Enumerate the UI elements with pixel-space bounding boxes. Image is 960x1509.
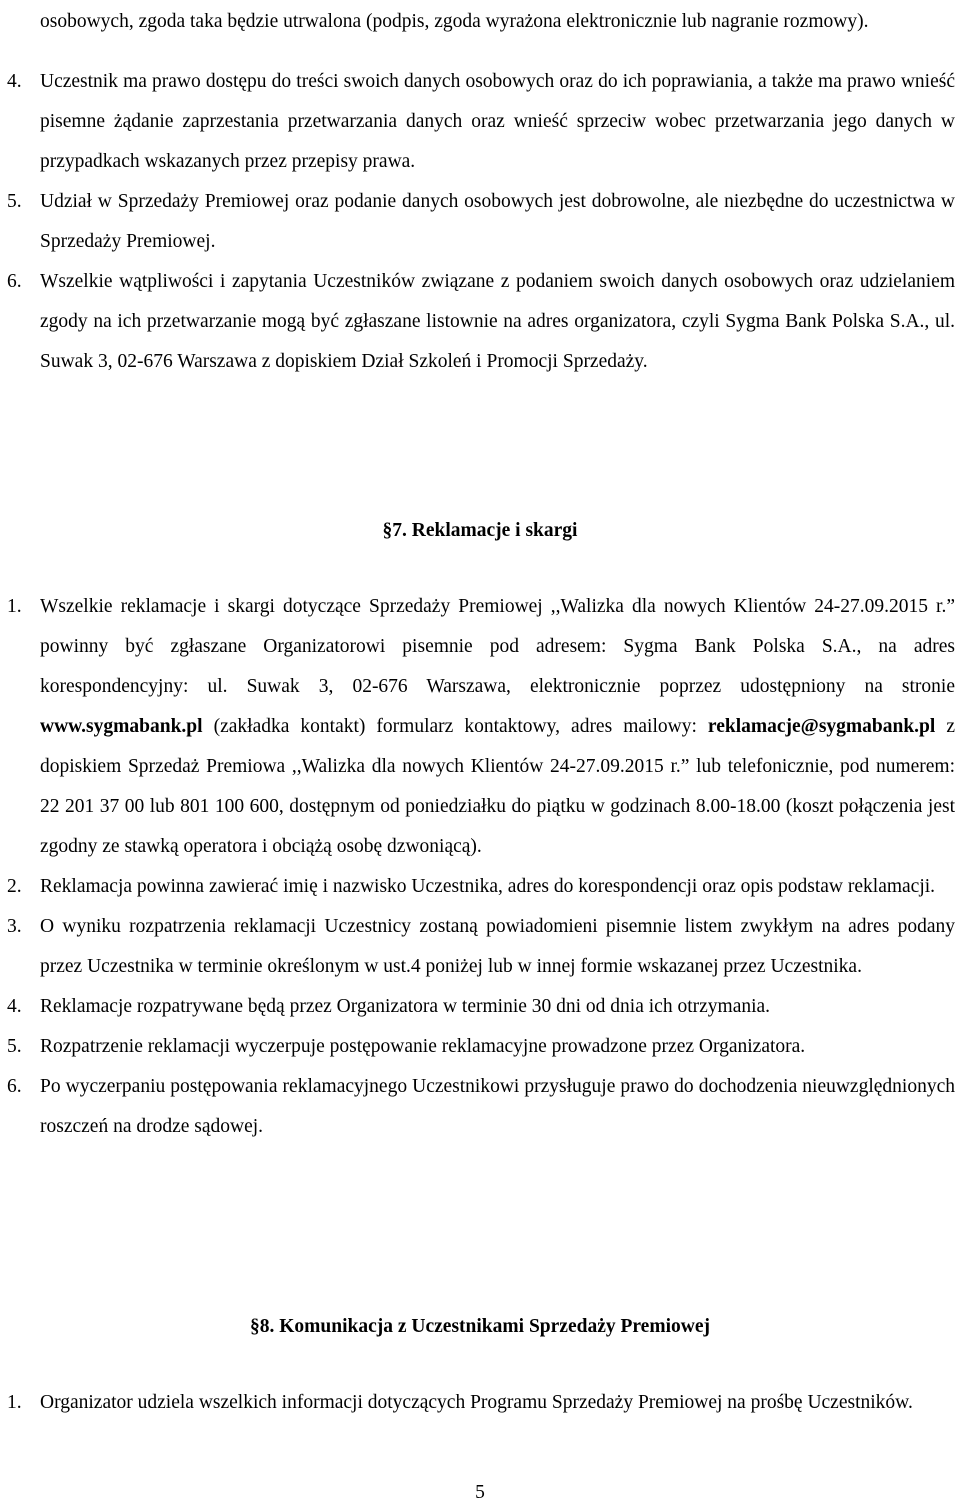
item-text-part2: (zakładka kontakt) formularz kontaktowy, adres mailowy: — [202, 716, 708, 737]
item-text: Organizator udziela wszelkich informacji dotyczących Programu Sprzedaży Premiowej na prośbę Uczestników. — [40, 1392, 913, 1413]
item-text: Udział w Sprzedaży Premiowej oraz podanie danych osobowych jest dobrowolne, ale niezbędne do uczestnictwa w Sprzedaży Premiowej. — [40, 191, 955, 252]
item-number: 5. — [7, 191, 22, 212]
list-item — [0, 1067, 955, 1147]
item-text: Reklamacje rozpatrywane będą przez Organizatora w terminie 30 dni od dnia ich otrzymania. — [40, 996, 771, 1017]
list-item — [0, 62, 955, 182]
list-item — [0, 1383, 955, 1423]
continuation-text: osobowych, zgoda taka będzie utrwalona (podpis, zgoda wyrażona elektronicznie lub nagranie rozmowy). — [40, 11, 869, 32]
item-number: 2. — [7, 876, 22, 897]
section8-list — [0, 1383, 955, 1423]
item-number: 6. — [7, 1076, 22, 1097]
item-number: 4. — [7, 996, 22, 1017]
item-number: 5. — [7, 1036, 22, 1057]
item-number: 1. — [7, 1392, 22, 1413]
item-number: 6. — [7, 271, 22, 292]
item-number: 1. — [7, 596, 22, 617]
item-text-part1: Wszelkie reklamacje i skargi dotyczące Sprzedaży Premiowej ,,Walizka dla nowych Klientów 24-27.09.2015 r.” powinny być zgłaszane Organizatorowi pisemnie pod adresem: Sygma Bank Polska S.A., na adres korespondencyjny: ul. Suwak 3, 02-676 Warszawa, elektronicznie poprzez udostępniony na stronie — [40, 596, 955, 697]
page-number: 5 — [475, 1482, 485, 1503]
list-item — [0, 262, 955, 382]
item-text: Po wyczerpaniu postępowania reklamacyjnego Uczestnikowi przysługuje prawo do dochodzenia nieuwzględnionych roszczeń na drodze sądowej. — [40, 1076, 955, 1137]
item-text: Rozpatrzenie reklamacji wyczerpuje postępowanie reklamacyjne prowadzone przez Organizatora. — [40, 1036, 806, 1057]
section8-heading: §8. Komunikacja z Uczestnikami Sprzedaży Premiowej — [250, 1316, 710, 1337]
list-item — [0, 987, 955, 1027]
item-number: 3. — [7, 916, 22, 937]
website-link[interactable]: www.sygmabank.pl — [40, 716, 203, 737]
item-text: Wszelkie wątpliwości i zapytania Uczestników związane z podaniem swoich danych osobowych oraz udzielaniem zgody na ich przetwarzanie mogą być zgłaszane listownie na adres organizatora, czyli Sygma Bank Polska S.A., ul. Suwak 3, 02-676 Warszawa z dopiskiem Dział Szkoleń i Promocji Sprzedaży. — [40, 271, 955, 372]
list-item — [0, 907, 955, 987]
list-item — [0, 587, 955, 867]
item-text-part3: z dopiskiem Sprzedaż Premiowa ,,Walizka dla nowych Klientów 24-27.09.2015 r.” lub telefonicznie, pod numerem: 22 201 37 00 lub 801 100 600, dostępnym od poniedziałku do piątku w godzinach 8.00-18.00 (koszt połączenia jest zgodny ze stawką operatora i obciążą osobę dzwoniącą). — [40, 716, 956, 857]
section7-heading: §7. Reklamacje i skargi — [382, 520, 578, 541]
item-text: Reklamacja powinna zawierać imię i nazwisko Uczestnika, adres do korespondencji oraz opis podstaw reklamacji. — [40, 876, 936, 897]
item-text: O wyniku rozpatrzenia reklamacji Uczestnicy zostaną powiadomieni pisemnie listem zwykłym na adres podany przez Uczestnika w terminie określonym w ust.4 poniżej lub w innej formie wskazanej przez Uczestnika. — [40, 916, 955, 977]
item-number: 4. — [7, 71, 22, 92]
section6-list — [0, 62, 955, 382]
list-item — [0, 182, 955, 262]
list-item — [0, 867, 955, 907]
email-link[interactable]: reklamacje@sygmabank.pl — [707, 716, 936, 737]
section7-list — [0, 587, 955, 1147]
item-text: Uczestnik ma prawo dostępu do treści swoich danych osobowych oraz do ich poprawiania, a także ma prawo wnieść pisemne żądanie zaprzestania przetwarzania danych oraz wnieść sprzeciw wobec przetwarzania jego danych w przypadkach wskazanych przez przepisy prawa. — [40, 71, 955, 172]
list-item — [0, 1027, 955, 1067]
